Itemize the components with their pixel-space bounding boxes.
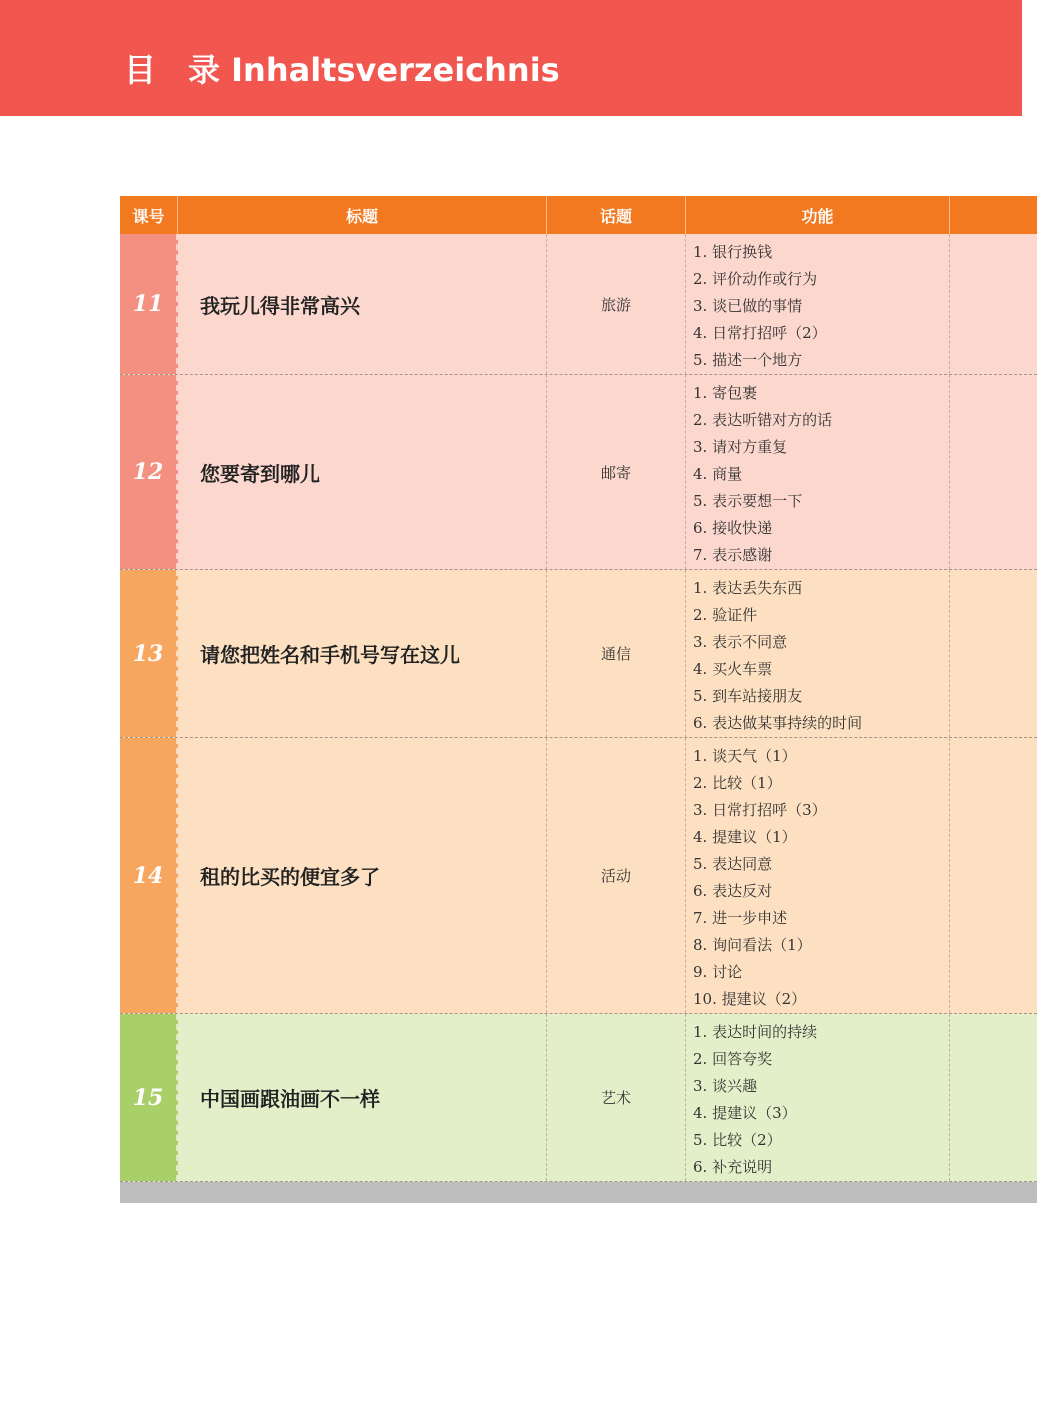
function-item: 4. 商量 [693, 465, 743, 483]
function-item: 6. 表达反对 [693, 882, 773, 900]
lesson-title: 请您把姓名和手机号写在这儿 [178, 570, 547, 737]
function-item: 2. 表达听错对方的话 [693, 411, 833, 429]
function-item: 8. 询问看法（1） [693, 936, 812, 954]
function-item: 5. 描述一个地方 [693, 351, 803, 369]
function-item: 1. 寄包裹 [693, 384, 758, 402]
lesson-extra [950, 375, 1037, 569]
function-item: 6. 补充说明 [693, 1158, 773, 1176]
function-item: 2. 比较（1） [693, 774, 782, 792]
lesson-functions [686, 570, 950, 737]
table-header [120, 196, 1037, 234]
column-header-topic: 话题 [547, 196, 686, 234]
function-item: 2. 回答夸奖 [693, 1050, 773, 1068]
function-item: 4. 提建议（3） [693, 1104, 797, 1122]
function-list [693, 380, 949, 569]
function-item: 4. 日常打招呼（2） [693, 324, 827, 342]
function-item: 3. 表示不同意 [693, 633, 788, 651]
lesson-number: 11 [120, 234, 178, 374]
function-item: 1. 银行换钱 [693, 243, 773, 261]
header-bar [0, 0, 1022, 116]
table-footer-bar [120, 1182, 1037, 1203]
function-item: 5. 表示要想一下 [693, 492, 803, 510]
function-item: 2. 验证件 [693, 606, 758, 624]
function-item: 7. 表示感谢 [693, 546, 773, 564]
function-list [693, 239, 949, 374]
lesson-extra [950, 234, 1037, 374]
function-item: 7. 进一步申述 [693, 909, 788, 927]
function-list [693, 575, 949, 737]
function-item: 6. 接收快递 [693, 519, 773, 537]
function-item: 3. 谈已做的事情 [693, 297, 803, 315]
page-title: 目 录 Inhaltsverzeichnis [124, 51, 560, 89]
function-item: 10. 提建议（2） [693, 990, 807, 1008]
function-item: 5. 比较（2） [693, 1131, 782, 1149]
function-item: 2. 评价动作或行为 [693, 270, 818, 288]
table-body [120, 234, 1037, 1182]
lesson-functions [686, 1014, 950, 1181]
lesson-row [120, 375, 1037, 570]
function-item: 4. 买火车票 [693, 660, 773, 678]
lesson-extra [950, 1014, 1037, 1181]
function-item: 9. 讨论 [693, 963, 743, 981]
lesson-extra [950, 738, 1037, 1013]
lesson-number: 12 [120, 375, 178, 569]
function-item: 3. 谈兴趣 [693, 1077, 758, 1095]
function-item: 1. 表达丢失东西 [693, 579, 803, 597]
function-item: 1. 谈天气（1） [693, 747, 797, 765]
column-header-function: 功能 [686, 196, 950, 234]
lesson-topic: 通信 [547, 570, 686, 737]
lesson-row [120, 738, 1037, 1014]
column-header-extra [950, 196, 1037, 234]
function-item: 3. 日常打招呼（3） [693, 801, 827, 819]
function-item: 6. 表达做某事持续的时间 [693, 714, 863, 732]
function-list [693, 743, 949, 1013]
lesson-functions [686, 234, 950, 374]
lesson-topic: 活动 [547, 738, 686, 1013]
column-header-title: 标题 [178, 196, 547, 234]
function-item: 5. 表达同意 [693, 855, 773, 873]
lesson-number: 13 [120, 570, 178, 737]
lesson-row [120, 1014, 1037, 1182]
function-item: 5. 到车站接朋友 [693, 687, 803, 705]
lesson-functions [686, 375, 950, 569]
function-item: 4. 提建议（1） [693, 828, 797, 846]
lesson-title: 租的比买的便宜多了 [178, 738, 547, 1013]
lesson-title: 您要寄到哪儿 [178, 375, 547, 569]
lesson-number: 15 [120, 1014, 178, 1181]
column-header-number: 课号 [120, 196, 178, 234]
lesson-row [120, 570, 1037, 738]
lesson-functions [686, 738, 950, 1013]
lesson-title: 中国画跟油画不一样 [178, 1014, 547, 1181]
lesson-topic: 艺术 [547, 1014, 686, 1181]
function-item: 3. 请对方重复 [693, 438, 788, 456]
lesson-row [120, 234, 1037, 375]
lesson-number: 14 [120, 738, 178, 1013]
function-item: 1. 表达时间的持续 [693, 1023, 818, 1041]
function-list [693, 1019, 949, 1181]
lesson-topic: 邮寄 [547, 375, 686, 569]
lesson-title: 我玩儿得非常高兴 [178, 234, 547, 374]
toc-table [120, 196, 1037, 1203]
lesson-topic: 旅游 [547, 234, 686, 374]
lesson-extra [950, 570, 1037, 737]
